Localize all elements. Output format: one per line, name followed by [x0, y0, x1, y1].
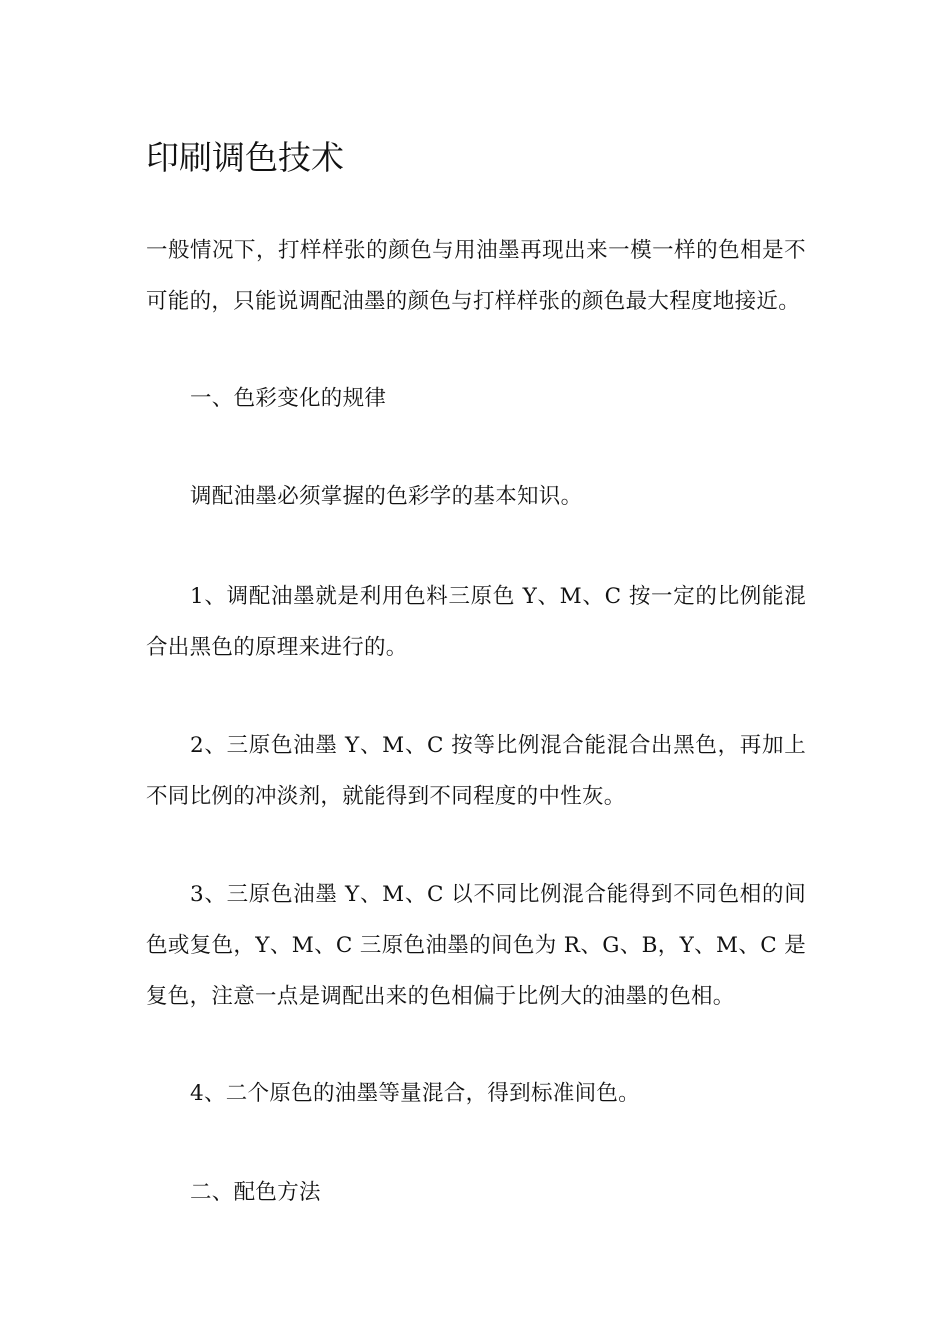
section-heading-mixing-method: 二、配色方法: [190, 1180, 321, 1205]
intro-paragraph: 一般情况下，打样样张的颜色与用油墨再现出来一模一样的色相是不可能的，只能说调配油墨的颜色与打样样张的颜色最大程度地接近。: [146, 238, 806, 314]
section-heading-color-rules: 一、色彩变化的规律: [190, 386, 387, 411]
list-item: 4、二个原色的油墨等量混合，得到标准间色。: [190, 1081, 640, 1106]
document-title: 印刷调色技术: [146, 138, 344, 177]
list-item: 1、调配油墨就是利用色料三原色 Y、M、C 按一定的比例能混合出黑色的原理来进行的。: [146, 584, 806, 660]
list-item: 2、三原色油墨 Y、M、C 按等比例混合能混合出黑色，再加上不同比例的冲淡剂，就能得到不同程度的中性灰。: [146, 733, 806, 809]
section-lead-paragraph: 调配油墨必须掌握的色彩学的基本知识。: [190, 484, 583, 509]
list-item: 3、三原色油墨 Y、M、C 以不同比例混合能得到不同色相的间色或复色，Y、M、C 三原色油墨的间色为 R、G、B，Y、M、C 是复色，注意一点是调配出来的色相偏于比例大的油墨的色相。: [146, 882, 806, 1009]
